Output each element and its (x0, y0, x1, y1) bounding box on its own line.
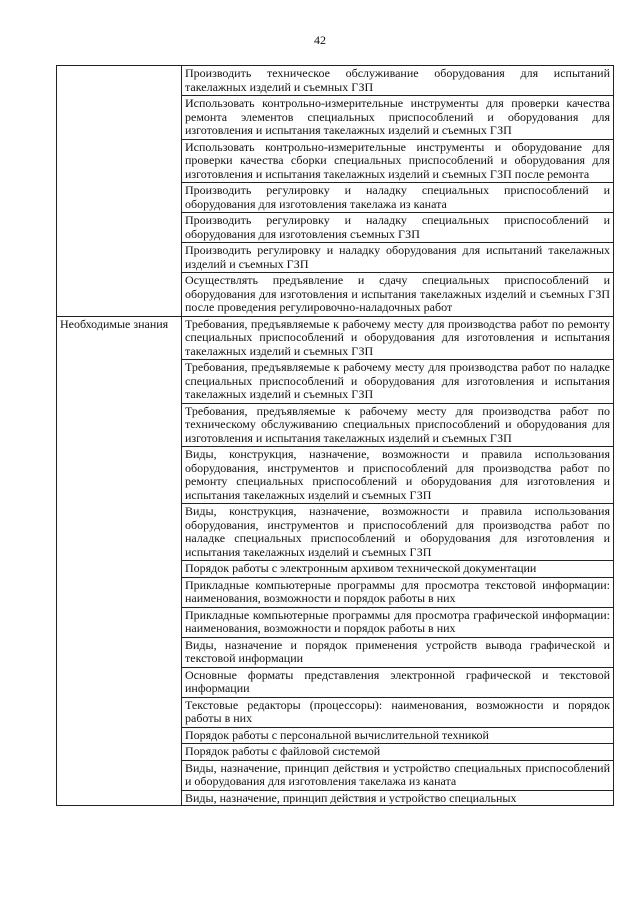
knowledge-item: Виды, конструкция, назначение, возможности и правила использования оборудования, инструментов и приспособлений для производства работ по наладке специальных приспособлений и оборудования для изготовления и испытания такелажных изделий и съемных ГЗП (182, 504, 614, 561)
skill-item: Использовать контрольно-измерительные инструменты для проверки качества ремонта элементов специальных приспособлений и оборудования для изготовления и испытания такелажных изделий и съемных ГЗП (182, 96, 614, 140)
knowledge-item: Требования, предъявляемые к рабочему месту для производства работ по наладке специальных приспособлений и оборудования для изготовления и испытания такелажных изделий и съемных ГЗП (182, 360, 614, 404)
knowledge-item: Прикладные компьютерные программы для просмотра текстовой информации: наименования, возможности и порядок работы в них (182, 577, 614, 607)
skill-item: Использовать контрольно-измерительные инструменты и оборудование для проверки качества сборки специальных приспособлений и оборудования для изготовления и испытания такелажных изделий и съемных ГЗП после ремонта (182, 139, 614, 183)
skill-item: Производить регулировку и наладку специальных приспособлений и оборудования для изготовления съемных ГЗП (182, 213, 614, 243)
knowledge-item: Порядок работы с электронным архивом технической документации (182, 561, 614, 578)
skill-item: Осуществлять предъявление и сдачу специальных приспособлений и оборудования для изготовления и испытания такелажных изделий и съемных ГЗП после проведения регулировочно-наладочных работ (182, 273, 614, 317)
skill-item: Производить техническое обслуживание оборудования для испытаний такелажных изделий и съемных ГЗП (182, 66, 614, 96)
knowledge-label: Необходимые знания (57, 316, 182, 805)
page-number: 42 (314, 33, 326, 47)
skill-item: Производить регулировку и наладку оборудования для испытаний такелажных изделий и съемных ГЗП (182, 243, 614, 273)
table-row (57, 316, 614, 360)
knowledge-item: Порядок работы с файловой системой (182, 744, 614, 761)
knowledge-item: Прикладные компьютерные программы для просмотра графической информации: наименования, возможности и порядок работы в них (182, 607, 614, 637)
knowledge-item-cut (182, 790, 614, 805)
knowledge-item: Требования, предъявляемые к рабочему месту для производства работ по ремонту специальных приспособлений и оборудования для изготовления и испытания такелажных изделий и съемных ГЗП (182, 316, 614, 360)
skills-label-cell (57, 66, 182, 317)
knowledge-item: Текстовые редакторы (процессоры): наименования, возможности и порядок работы в них (182, 697, 614, 727)
competency-table (56, 65, 614, 806)
knowledge-item: Требования, предъявляемые к рабочему месту для производства работ по техническому обслуживанию специальных приспособлений и оборудования для изготовления и испытания такелажных изделий и съемных ГЗП (182, 403, 614, 447)
knowledge-item: Виды, назначение и порядок применения устройств вывода графической и текстовой информации (182, 637, 614, 667)
knowledge-item: Порядок работы с персональной вычислительной техникой (182, 727, 614, 744)
knowledge-item: Виды, конструкция, назначение, возможности и правила использования оборудования, инструментов и приспособлений для производства работ по ремонту специальных приспособлений и оборудования для изготовления и испытания такелажных изделий и съемных ГЗП (182, 447, 614, 504)
knowledge-item-text: Виды, назначение, принцип действия и устройство специальных (185, 791, 517, 804)
knowledge-item: Основные форматы представления электронной графической и текстовой информации (182, 667, 614, 697)
skill-item: Производить регулировку и наладку специальных приспособлений и оборудования для изготовления такелажа из каната (182, 183, 614, 213)
knowledge-item: Виды, назначение, принцип действия и устройство специальных приспособлений и оборудования для изготовления такелажа из каната (182, 760, 614, 790)
table-row (57, 66, 614, 96)
